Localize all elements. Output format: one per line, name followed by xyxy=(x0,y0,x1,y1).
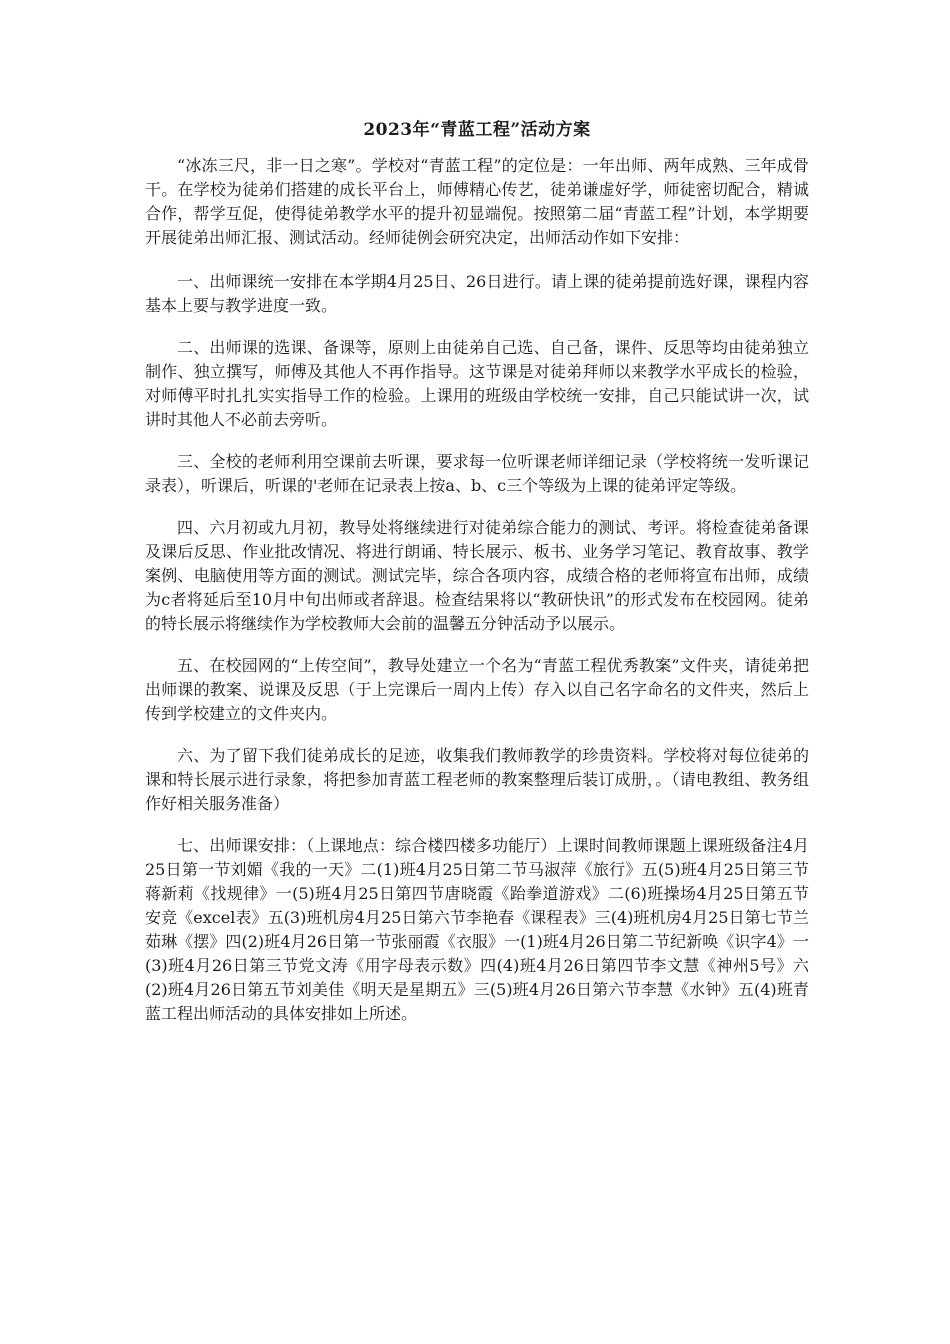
section-4-paragraph: 四、六月初或九月初，教导处将继续进行对徒弟综合能力的测试、考评。将检查徒弟备课及课后反思、作业批改情况、将进行朗诵、特长展示、板书、业务学习笔记、教育故事、教学案例、电脑使用等方面的测试。测试完毕，综合各项内容，成绩合格的老师将宣布出师，成绩为c者将延后至10月中旬出师或者辞退。检查结果将以“教研快讯”的形式发布在校园网。徒弟的特长展示将继续作为学校教师大会前的温馨五分钟活动予以展示。 xyxy=(145,518,809,633)
section-6-paragraph: 六、为了留下我们徒弟成长的足迹，收集我们教师教学的珍贵资料。学校将对每位徒弟的课和特长展示进行录象，将把参加青蓝工程老师的教案整理后装订成册，。（请电教组、教务组作好相关服务准备） xyxy=(145,746,809,813)
document-title: 2023年“青蓝工程”活动方案 xyxy=(363,120,591,140)
section-3-paragraph: 三、全校的老师利用空课前去听课，要求每一位听课老师详细记录（学校将统一发听课记录表），听课后，听课的'老师在记录表上按a、b、c三个等级为上课的徒弟评定等级。 xyxy=(145,452,809,495)
section-5-paragraph: 五、在校园网的“上传空间”，教导处建立一个名为“青蓝工程优秀教案”文件夹，请徒弟把出师课的教案、说课及反思（于上完课后一周内上传）存入以自己名字命名的文件夹，然后上传到学校建立的文件夹内。 xyxy=(145,656,809,723)
intro-paragraph: “冰冻三尺，非一日之寒”。学校对“青蓝工程”的定位是：一年出师、两年成熟、三年成骨干。在学校为徒弟们搭建的成长平台上，师傅精心传艺，徒弟谦虚好学，师徒密切配合，精诚合作，帮学互促，使得徒弟教学水平的提升初显端倪。按照第二届“青蓝工程”计划，本学期要开展徒弟出师汇报、测试活动。经师徒例会研究决定，出师活动作如下安排： xyxy=(145,156,809,247)
section-7-schedule-paragraph: 七、出师课安排：（上课地点：综合楼四楼多功能厅）上课时间教师课题上课班级备注4月25日第一节刘媚《我的一天》二(1)班4月25日第二节马淑萍《旅行》五(5)班4月25日第三节蒋新莉《找规律》一(5)班4月25日第四节唐晓霞《跆拳道游戏》二(6)班操场4月25日第五节安竞《excel表》五(3)班机房4月25日第六节李艳春《课程表》三(4)班机房4月25日第七节兰茹琳《摆》四(2)班4月26日第一节张丽霞《衣服》一(1)班4月26日第二节纪新唤《识字4》一(3)班4月26日第三节党文涛《用字母表示数》四(4)班4月26日第四节李文慧《神州5号》六(2)班4月26日第五节刘美佳《明天是星期五》三(5)班4月26日第六节李慧《水钟》五(4)班青蓝工程出师活动的具体安排如上所述。 xyxy=(145,836,809,1023)
document-page xyxy=(145,118,809,1044)
section-2-paragraph: 二、出师课的选课、备课等，原则上由徒弟自己选、自己备，课件、反思等均由徒弟独立制作、独立撰写，师傅及其他人不再作指导。这节课是对徒弟拜师以来教学水平成长的检验，对师傅平时扎扎实实指导工作的检验。上课用的班级由学校统一安排，自己只能试讲一次，试讲时其他人不必前去旁听。 xyxy=(145,338,809,429)
section-1-paragraph: 一、出师课统一安排在本学期4月25日、26日进行。请上课的徒弟提前选好课，课程内容基本上要与教学进度一致。 xyxy=(145,272,809,315)
